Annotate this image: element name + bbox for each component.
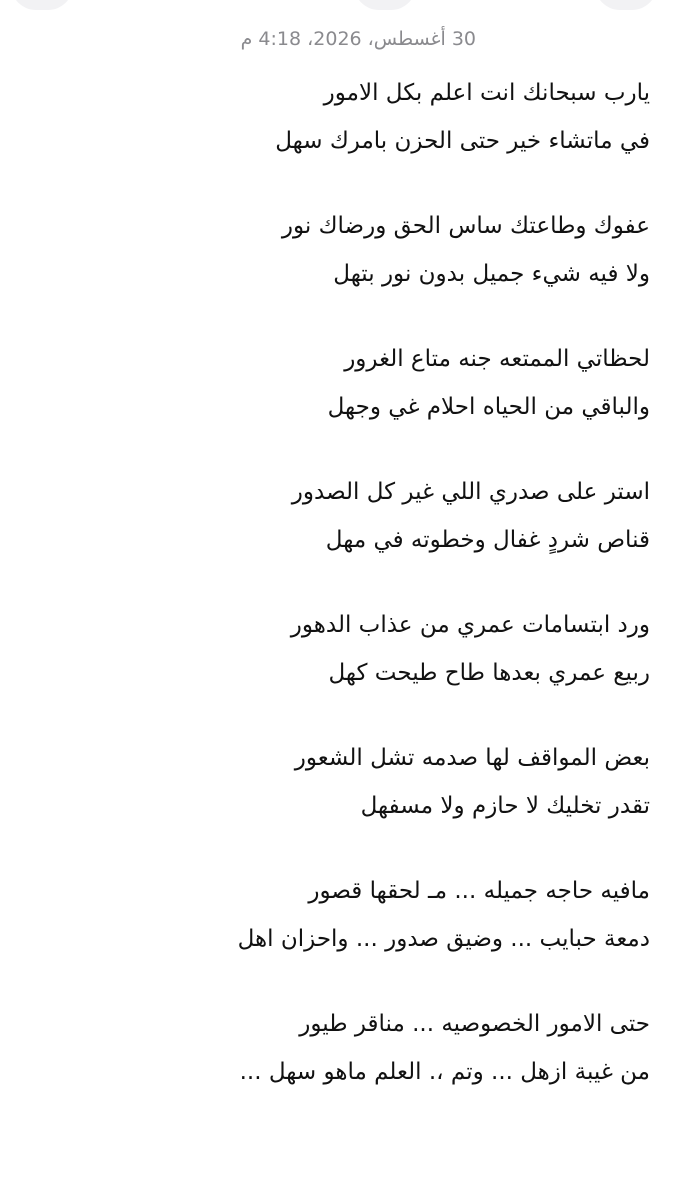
note-timestamp: 30 أغسطس، 2026، 4:18 م [240, 28, 476, 50]
note-line: لحظاتي الممتعه جنه متاع الغرور [344, 346, 650, 372]
note-line: مافيه حاجه جميله ... مـ لحقها قصور [308, 878, 650, 904]
toolbar-button-right[interactable] [595, 0, 657, 10]
stanza [20, 471, 650, 604]
note-line: دمعة حبايب ... وضيق صدور ... واحزان اهل [237, 926, 650, 952]
note-line: تقدر تخليك لا حازم ولا مسفهل [360, 793, 650, 819]
note-line: بعض المواقف لها صدمه تشل الشعور [294, 745, 650, 771]
note-body[interactable] [20, 72, 650, 1136]
stanza [20, 205, 650, 338]
note-line: ورد ابتسامات عمري من عذاب الدهور [290, 612, 650, 638]
toolbar-button-middle[interactable] [354, 0, 416, 10]
note-line: من غيبة ازهل ... وتم ،. العلم ماهو سهل ... [239, 1059, 650, 1085]
note-line: ربيع عمري بعدها طاح طيحت كهل [328, 660, 650, 686]
stanza [20, 604, 650, 737]
note-line: يارب سبحانك انت اعلم بكل الامور [323, 80, 650, 106]
stanza [20, 870, 650, 1003]
note-line: عفوك وطاعتك ساس الحق ورضاك نور [281, 213, 650, 239]
note-line: حتى الامور الخصوصيه ... مناقر طيور [299, 1011, 650, 1037]
toolbar-button-left[interactable] [11, 0, 73, 10]
note-line: ولا فيه شيء جميل بدون نور بتهل [333, 261, 650, 287]
note-line: في ماتشاء خير حتى الحزن بامرك سهل [275, 128, 650, 154]
stanza [20, 72, 650, 205]
note-line: قناص شردٍ غفال وخطوته في مهل [325, 527, 650, 553]
top-toolbar [0, 0, 693, 14]
note-line: والباقي من الحياه احلام غي وجهل [327, 394, 650, 420]
stanza [20, 1003, 650, 1136]
note-line: استر على صدري اللي غير كل الصدور [291, 479, 650, 505]
stanza [20, 737, 650, 870]
stanza [20, 338, 650, 471]
